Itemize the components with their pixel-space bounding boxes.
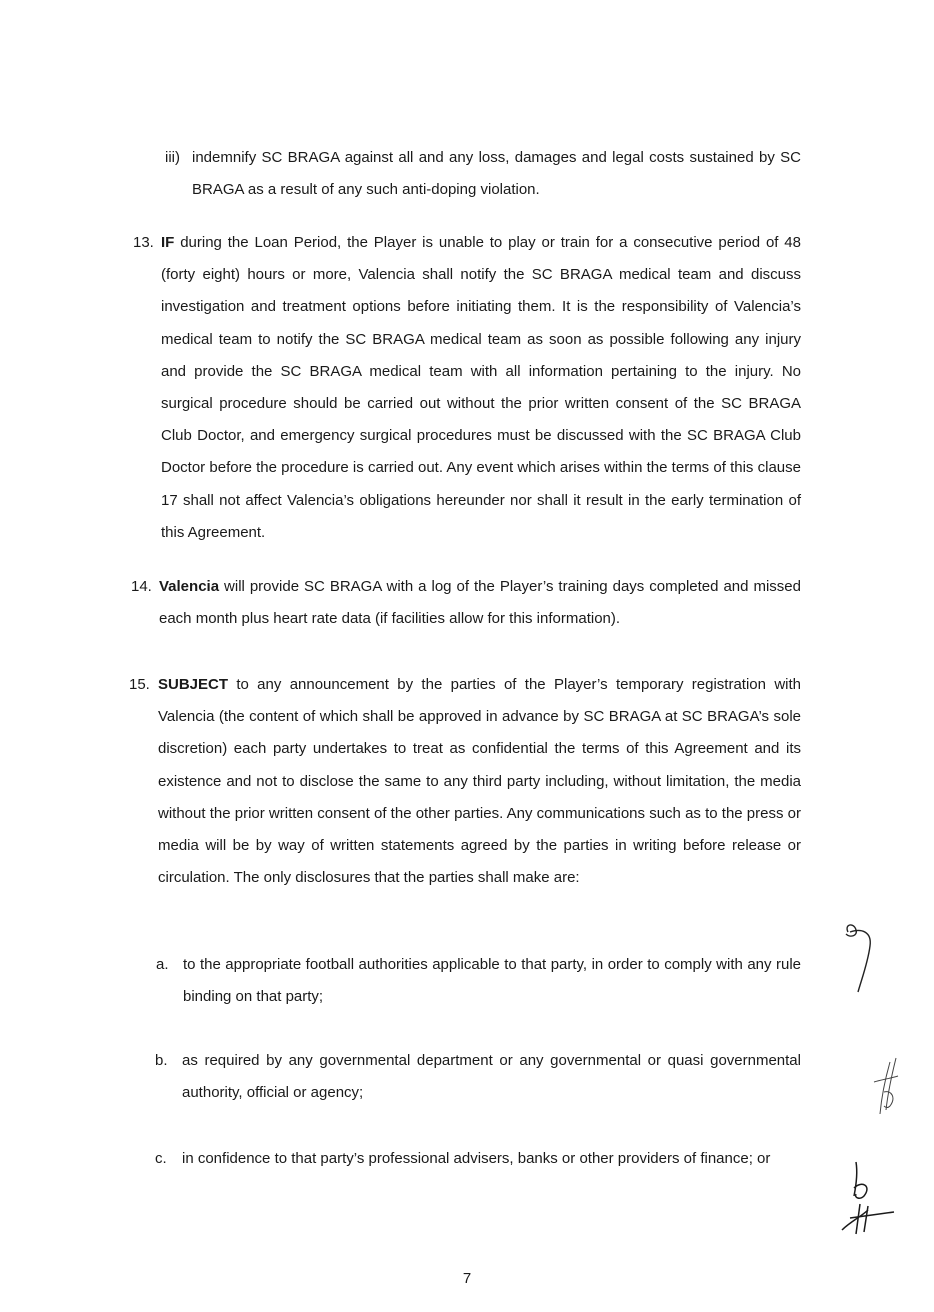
sub-a-marker: a. [156, 956, 169, 973]
item-iii-marker: iii) [165, 149, 180, 166]
initials-signature-2 [866, 1052, 910, 1122]
clause-15-number: 15. [129, 676, 150, 693]
clause-13-number: 13. [133, 234, 154, 251]
page-number: 7 [462, 1270, 472, 1287]
clause-13-text [161, 227, 801, 549]
clause-14-text [159, 571, 801, 635]
clause-14-lead: Valencia [159, 578, 220, 595]
clause-14-number: 14. [131, 578, 152, 595]
sub-a-text: to the appropriate football authorities applicable to that party, in order to comply with any rule binding on that party; [183, 956, 801, 1006]
initials-signature-3 [836, 1152, 896, 1240]
clause-13-body: during the Loan Period, the Player is unable to play or train for a consecutive period of 48 (forty eight) hours or more, Valencia shall notify the SC BRAGA medical team and discuss investigation and treatment options before initiating them. It is the responsibility of Valencia’s medical team to notify the SC BRAGA medical team as soon as possible following any injury and provide the SC BRAGA medical team with all information pertaining to the injury. No surgical procedure should be carried out without the prior written consent of the SC BRAGA Club Doctor, and emergency surgical procedures must be discussed with the SC BRAGA Club Doctor before the procedure is carried out. Any event which arises within the terms of this clause 17 shall not affect Valencia’s obligations hereunder nor shall it result in the early termination of this Agreement. [161, 234, 801, 541]
sub-c-text: in confidence to that party’s professional advisers, banks or other providers of finance; or [182, 1150, 771, 1167]
sub-b-marker: b. [155, 1052, 168, 1069]
clause-14-body: will provide SC BRAGA with a log of the Player’s training days completed and missed each month plus heart rate data (if facilities allow for this information). [159, 578, 801, 628]
clause-15-body: to any announcement by the parties of the Player’s temporary registration with Valencia (the content of which shall be approved in advance by SC BRAGA at SC BRAGA’s sole discretion) each party undertakes to treat as confidential the terms of this Agreement and its existence and not to disclose the same to any third party including, without limitation, the media without the prior written consent of the other parties. Any communications such as to the press or media will be by way of written statements agreed by the parties in writing before release or circulation. The only disclosures that the parties shall make are: [158, 676, 801, 887]
clause-15-text [158, 669, 801, 894]
item-iii-text: indemnify SC BRAGA against all and any loss, damages and legal costs sustained by SC BRAGA as a result of any such anti-doping violation. [192, 149, 801, 199]
clause-13-lead: IF [161, 234, 175, 251]
clause-15-lead: SUBJECT [158, 676, 229, 693]
initials-signature-1 [836, 918, 884, 998]
sub-b-text: as required by any governmental department or any governmental or quasi governmental authority, official or agency; [182, 1052, 801, 1102]
sub-c-marker: c. [155, 1150, 167, 1167]
